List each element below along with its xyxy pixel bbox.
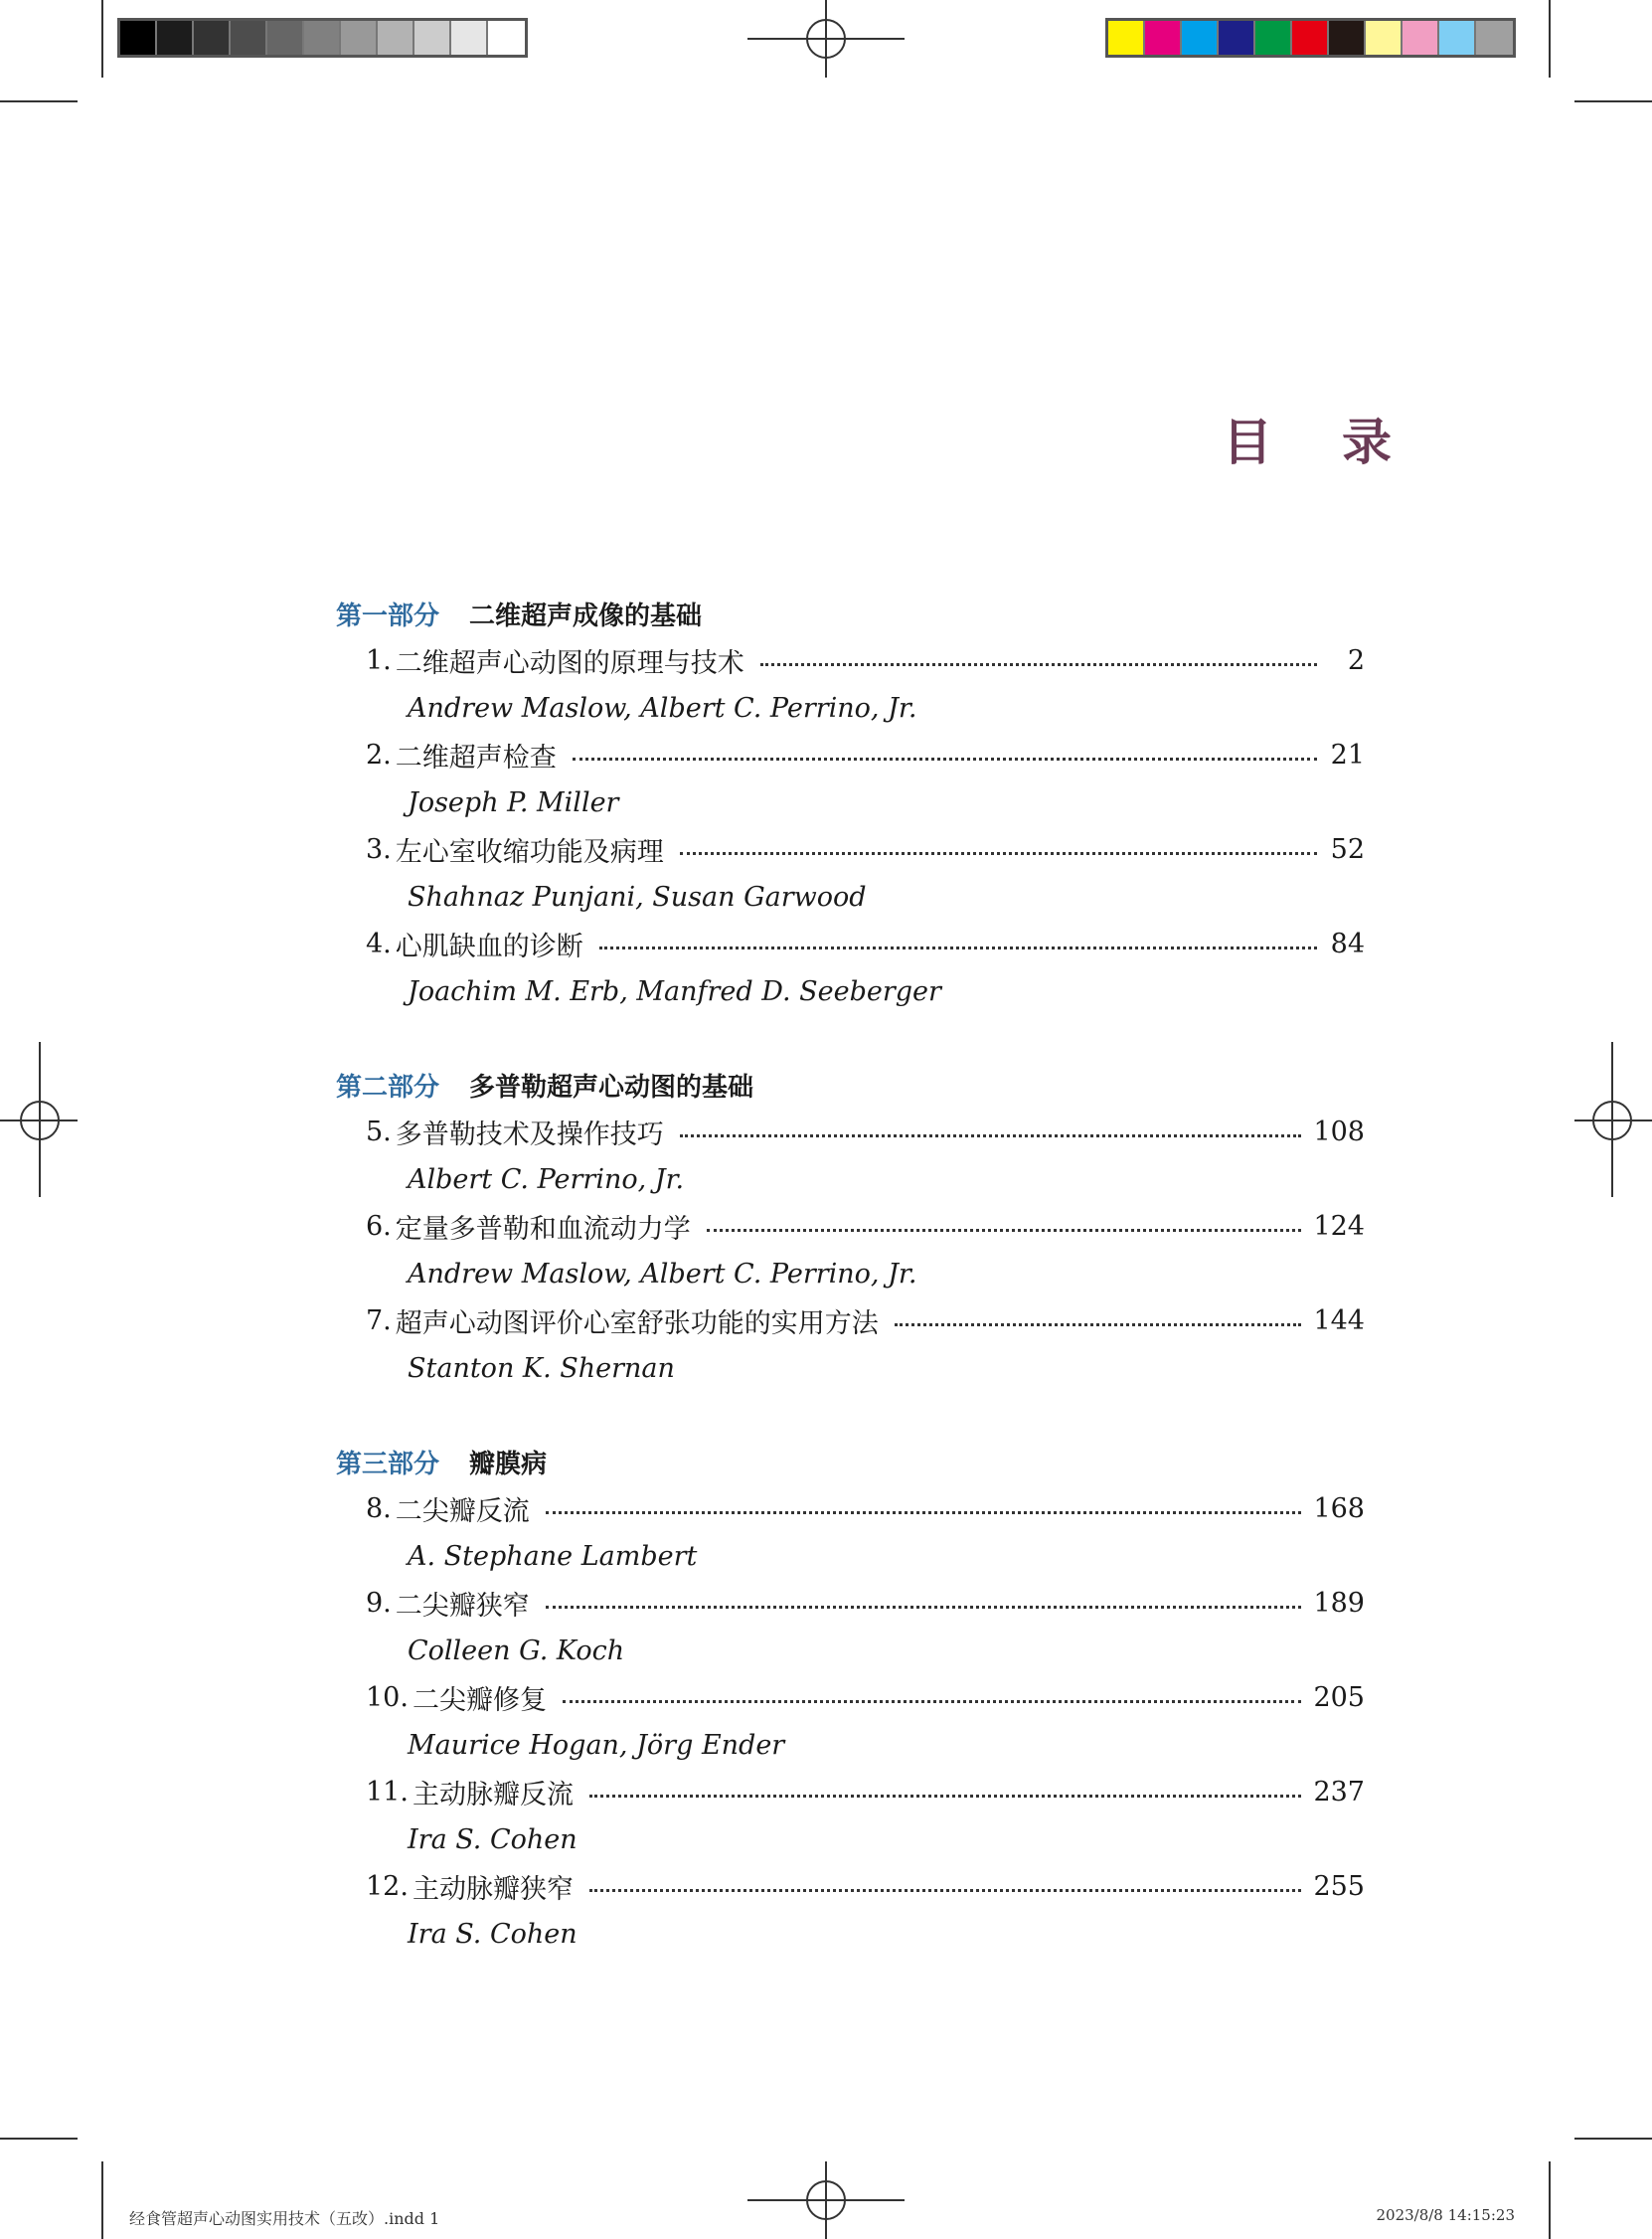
color-swatch <box>414 21 451 55</box>
chapter-entry <box>336 637 1365 684</box>
chapter-authors: A. Stephane Lambert <box>408 1540 698 1572</box>
dot-leader <box>589 1889 1302 1892</box>
page-number: 144 <box>1313 1305 1365 1336</box>
chapter-entry <box>336 1674 1365 1721</box>
chapter-title: 心肌缺血的诊断 <box>395 932 583 962</box>
grayscale-color-bar <box>117 18 528 58</box>
crop-mark <box>101 2161 103 2239</box>
chapter-number: 7. <box>366 1305 392 1336</box>
chapter-entry <box>336 921 1365 967</box>
chapter-number: 8. <box>366 1493 392 1524</box>
color-swatch <box>488 21 525 55</box>
page-number: 108 <box>1313 1117 1365 1147</box>
chapter-entry <box>336 1485 1365 1532</box>
crop-mark <box>1549 0 1551 78</box>
page-number: 189 <box>1313 1588 1365 1619</box>
color-swatch <box>1219 21 1255 55</box>
page-number: 237 <box>1313 1777 1365 1808</box>
page-number: 2 <box>1347 645 1365 676</box>
color-swatch <box>341 21 378 55</box>
dot-leader <box>599 947 1317 949</box>
chapter-number: 5. <box>366 1117 392 1147</box>
color-swatch <box>451 21 488 55</box>
part-label: 第二部分 <box>336 1072 440 1103</box>
chapter-entry <box>336 1580 1365 1627</box>
color-swatch <box>1329 21 1366 55</box>
title-char-1: 目 <box>1223 414 1272 471</box>
chapter-number: 6. <box>366 1211 392 1242</box>
color-swatch <box>157 21 194 55</box>
page-number: 21 <box>1330 740 1365 771</box>
process-color-bar <box>1105 18 1516 58</box>
color-swatch <box>1439 21 1476 55</box>
page-title <box>1223 403 1392 474</box>
part-heading <box>336 1438 1365 1485</box>
color-swatch <box>120 21 157 55</box>
table-of-contents <box>336 590 1365 1958</box>
chapter-title: 定量多普勒和血流动力学 <box>395 1214 691 1245</box>
page-number: 124 <box>1313 1211 1365 1242</box>
color-swatch <box>267 21 304 55</box>
chapter-title: 多普勒技术及操作技巧 <box>395 1120 664 1150</box>
chapter-number: 2. <box>366 740 392 771</box>
chapter-number: 4. <box>366 929 392 959</box>
chapter-title: 二维超声心动图的原理与技术 <box>395 648 744 679</box>
chapter-authors: Stanton K. Shernan <box>408 1352 675 1384</box>
title-char-2: 录 <box>1342 414 1392 471</box>
chapter-number: 11. <box>366 1777 409 1808</box>
page-number: 84 <box>1330 929 1365 959</box>
chapter-entry <box>336 1203 1365 1250</box>
section-spacer <box>336 1392 1365 1438</box>
chapter-title: 二尖瓣修复 <box>412 1685 547 1716</box>
chapter-authors: Shahnaz Punjani, Susan Garwood <box>408 881 867 913</box>
crop-mark <box>1574 2138 1652 2140</box>
chapter-entry <box>336 1297 1365 1344</box>
page-number: 168 <box>1313 1493 1365 1524</box>
color-swatch <box>231 21 267 55</box>
chapter-entry <box>336 1863 1365 1910</box>
color-swatch <box>1145 21 1182 55</box>
color-swatch <box>1476 21 1513 55</box>
page-number: 52 <box>1330 834 1365 865</box>
part-name: 瓣膜病 <box>469 1449 548 1479</box>
color-swatch <box>1292 21 1329 55</box>
chapter-authors: Albert C. Perrino, Jr. <box>408 1163 685 1195</box>
dot-leader <box>563 1700 1302 1703</box>
part-label: 第一部分 <box>336 601 440 631</box>
chapter-entry <box>336 1769 1365 1815</box>
dot-leader <box>589 1795 1302 1798</box>
dot-leader <box>573 758 1317 761</box>
color-swatch <box>1108 21 1145 55</box>
section-spacer <box>336 1015 1365 1061</box>
color-swatch <box>304 21 341 55</box>
chapter-number: 1. <box>366 645 392 676</box>
color-swatch <box>378 21 414 55</box>
dot-leader <box>707 1229 1302 1232</box>
part-heading <box>336 590 1365 637</box>
crop-mark <box>0 2138 78 2140</box>
part-heading <box>336 1061 1365 1109</box>
chapter-authors: Andrew Maslow, Albert C. Perrino, Jr. <box>408 1258 917 1290</box>
chapter-authors: Ira S. Cohen <box>408 1918 578 1950</box>
part-label: 第三部分 <box>336 1449 440 1479</box>
chapter-entry <box>336 826 1365 873</box>
registration-circle <box>806 19 846 59</box>
chapter-entry <box>336 732 1365 778</box>
color-swatch <box>1182 21 1219 55</box>
page-number: 205 <box>1313 1682 1365 1713</box>
print-timestamp: 2023/8/8 14:15:23 <box>1376 2206 1515 2224</box>
chapter-authors: Joseph P. Miller <box>408 786 619 818</box>
part-name: 二维超声成像的基础 <box>469 601 703 631</box>
crop-mark <box>0 100 78 102</box>
dot-leader <box>680 1134 1302 1137</box>
crop-mark <box>101 0 103 78</box>
page-number: 255 <box>1313 1871 1365 1902</box>
dot-leader <box>546 1511 1302 1514</box>
dot-leader <box>760 663 1317 666</box>
registration-circle <box>20 1101 60 1140</box>
dot-leader <box>895 1323 1302 1326</box>
chapter-authors: Joachim M. Erb, Manfred D. Seeberger <box>408 975 941 1007</box>
chapter-title: 左心室收缩功能及病理 <box>395 837 664 868</box>
chapter-title: 二尖瓣狭窄 <box>395 1591 530 1622</box>
part-name: 多普勒超声心动图的基础 <box>469 1072 754 1103</box>
registration-circle <box>806 2180 846 2220</box>
chapter-number: 3. <box>366 834 392 865</box>
chapter-number: 9. <box>366 1588 392 1619</box>
file-slug: 经食管超声心动图实用技术（五改）.indd 1 <box>129 2209 440 2228</box>
crop-mark <box>1574 100 1652 102</box>
color-swatch <box>1366 21 1403 55</box>
chapter-authors: Maurice Hogan, Jörg Ender <box>408 1729 785 1761</box>
chapter-authors: Colleen G. Koch <box>408 1635 625 1666</box>
color-swatch <box>194 21 231 55</box>
chapter-title: 主动脉瓣反流 <box>412 1780 574 1810</box>
chapter-entry <box>336 1109 1365 1155</box>
color-swatch <box>1255 21 1292 55</box>
dot-leader <box>546 1606 1302 1609</box>
chapter-title: 主动脉瓣狭窄 <box>412 1874 574 1905</box>
color-swatch <box>1403 21 1439 55</box>
chapter-authors: Andrew Maslow, Albert C. Perrino, Jr. <box>408 692 917 724</box>
chapter-title: 二维超声检查 <box>395 743 557 774</box>
chapter-title: 超声心动图评价心室舒张功能的实用方法 <box>395 1308 879 1339</box>
crop-mark <box>1549 2161 1551 2239</box>
chapter-number: 10. <box>366 1682 409 1713</box>
chapter-authors: Ira S. Cohen <box>408 1823 578 1855</box>
chapter-title: 二尖瓣反流 <box>395 1496 530 1527</box>
dot-leader <box>680 852 1317 855</box>
registration-circle <box>1592 1101 1632 1140</box>
chapter-number: 12. <box>366 1871 409 1902</box>
